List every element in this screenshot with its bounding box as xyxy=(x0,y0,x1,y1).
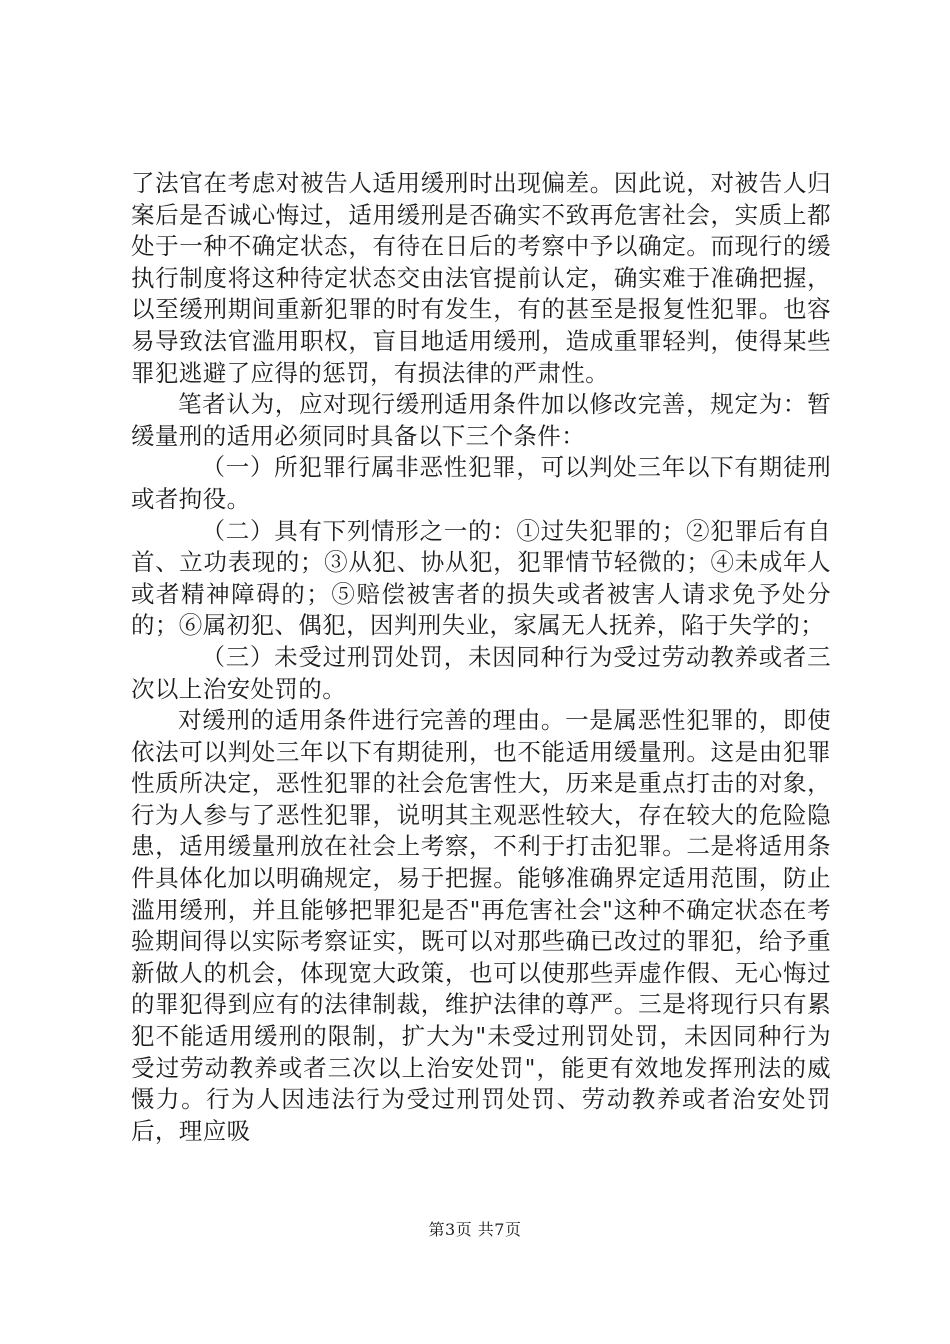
paragraph-condition-2: （二）具有下列情形之一的：①过失犯罪的；②犯罪后有自首、立功表现的；③从犯、协从犯，犯罪情节轻微的；④未成年人或者精神障碍的；⑤赔偿被害者的损失或者被害人请求免予处分的；⑥属初犯、偶犯，因判刑失业，家属无人抚养，陷于失学的； xyxy=(131,516,831,640)
paragraph-condition-3: （三）未受过刑罚处罚，未因同种行为受过劳动教养或者三次以上治安处罚的。 xyxy=(131,642,831,703)
paragraph-reasons: 对缓刑的适用条件进行完善的理由。一是属恶性犯罪的，即使依法可以判处三年以下有期徒刑，也不能适用缓量刑。这是由犯罪性质所决定，恶性犯罪的社会危害性大，历来是重点打击的对象，行为人参与了恶性犯罪，说明其主观恶性较大，存在较大的危险隐患，适用缓量刑放在社会上考察，不利于打击犯罪。二是将适用条件具体化加以明确规定，易于把握。能够准确界定适用范围，防止滥用缓刑，并且能够把罪犯是否"再危害社会"这种不确定状态在考验期间得以实际考察证实，既可以对那些确已改过的罪犯，给予重新做人的机会，体现宽大政策，也可以使那些弄虚作假、无心悔过的罪犯得到应有的法律制裁，维护法律的尊严。三是将现行只有累犯不能适用缓刑的限制，扩大为"未受过刑罚处罚，未因同种行为受过劳动教养或者三次以上治安处罚"，能更有效地发挥刑法的威慑力。行为人因违法行为受过刑罚处罚、劳动教养或者治安处罚后，理应吸 xyxy=(131,706,831,1145)
paragraph-continuation: 了法官在考虑对被告人适用缓刑时出现偏差。因此说，对被告人归案后是否诚心悔过，适用缓刑是否确实不致再危害社会，实质上都处于一种不确定状态，有待在日后的考察中予以确定。而现行的缓执行制度将这种待定状态交由法官提前认定，确实难于准确把握，以至缓刑期间重新犯罪的时有发生，有的甚至是报复性犯罪。也容易导致法官滥用职权，盲目地适用缓刑，造成重罪轻判，使得某些罪犯逃避了应得的惩罚，有损法律的严肃性。 xyxy=(131,169,831,387)
page-number-footer: 第3页 共7页 xyxy=(428,1220,522,1239)
document-body xyxy=(131,168,831,1147)
paragraph-author-opinion: 笔者认为，应对现行缓刑适用条件加以修改完善，规定为：暂缓量刑的适用必须同时具备以下三个条件： xyxy=(131,390,831,450)
paragraph-condition-1: （一）所犯罪行属非恶性犯罪，可以判处三年以下有期徒刑或者拘役。 xyxy=(131,453,831,513)
